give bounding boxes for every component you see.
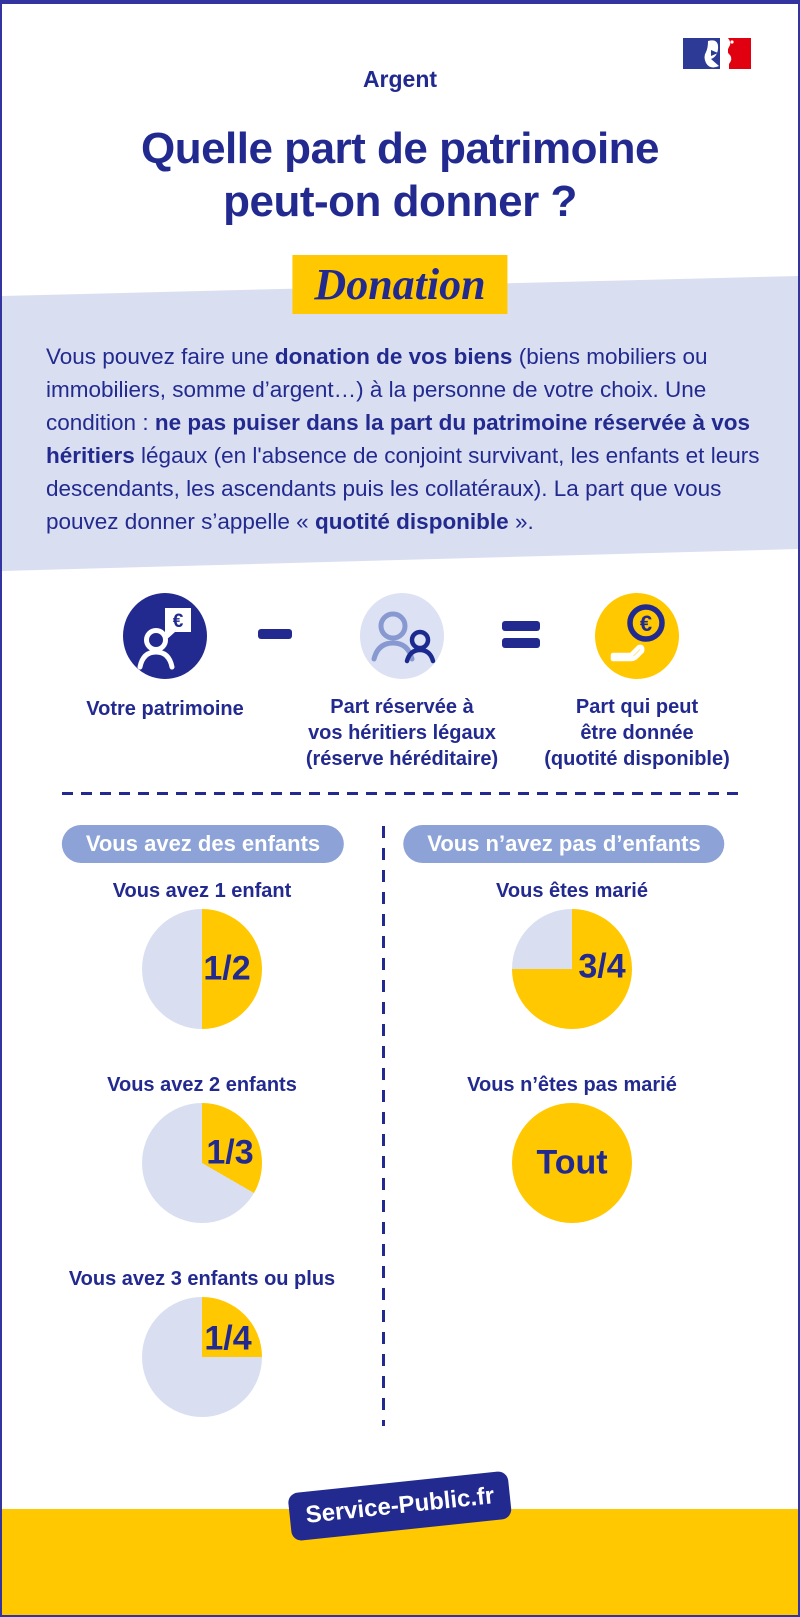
horizontal-dashed-divider [62, 792, 742, 795]
pie-fraction-label: 1/2 [203, 949, 251, 988]
equation-label-reserve: Part réservée à vos héritiers légaux (réserve héréditaire) [305, 696, 499, 770]
vertical-dashed-divider [382, 826, 385, 1426]
pie-fraction-label: Tout [536, 1143, 608, 1182]
service-public-logo: Service-Public.fr [287, 1471, 512, 1542]
pie-item-label: Vous n’êtes pas marié [467, 1074, 677, 1096]
pie-fraction-label: 1/3 [206, 1133, 254, 1172]
pie-chart [512, 1103, 632, 1223]
section-header-without-children: Vous n’avez pas d’enfants [403, 825, 724, 863]
intro-paragraph: Vous pouvez faire une donation de vos biens (biens mobiliers ou immobiliers, somme d’argent…) à la personne de votre choix. Une condition : ne pas puiser dans la part du patrimoine réservée à vos héritiers légaux (en l'absence de conjoint survivant, les enfants et leurs descendants, les ascendants puis les collatéraux). La part que vous pouvez donner s’appelle « quotité disponible ». [46, 344, 760, 534]
minus-operator [258, 629, 292, 639]
page-title [2, 122, 798, 228]
page-title-line2: peut-on donner ? [223, 177, 577, 226]
person-euro-bubble-icon [123, 593, 207, 679]
pie-chart [142, 1103, 262, 1223]
pie-fraction-label: 3/4 [578, 947, 626, 986]
svg-text:€: € [172, 611, 184, 632]
pie-chart [142, 1297, 262, 1417]
pie-chart [142, 909, 262, 1029]
pie-item [113, 880, 292, 1029]
equation-label-quotite: Part qui peut être donnée (quotité disponible) [544, 696, 730, 770]
section-header-with-children: Vous avez des enfants [62, 825, 344, 863]
pie-item [467, 1074, 677, 1223]
svg-text:€: € [639, 611, 653, 636]
equation-label-patrimoine: Votre patrimoine [86, 698, 244, 720]
pie-fraction-label: 1/4 [204, 1319, 252, 1358]
pie-item-label: Vous avez 3 enfants ou plus [68, 1268, 336, 1290]
pie-item [69, 1268, 335, 1417]
pie-item-label: Vous avez 2 enfants [107, 1074, 297, 1096]
category-label: Argent [362, 66, 438, 92]
donation-tag: Donation [292, 255, 507, 314]
pie-column-with-children [42, 880, 362, 1462]
page-title-line1: Quelle part de patrimoine [140, 124, 660, 173]
pie-chart [512, 909, 632, 1029]
euro-coin-hand-icon [595, 593, 679, 679]
pie-item-label: Vous êtes marié [496, 880, 648, 902]
pie-item-label: Vous avez 1 enfant [112, 880, 292, 902]
pie-item [107, 1074, 297, 1223]
pie-item [496, 880, 648, 1029]
two-people-icon [360, 593, 444, 679]
pie-column-without-children [412, 880, 732, 1268]
